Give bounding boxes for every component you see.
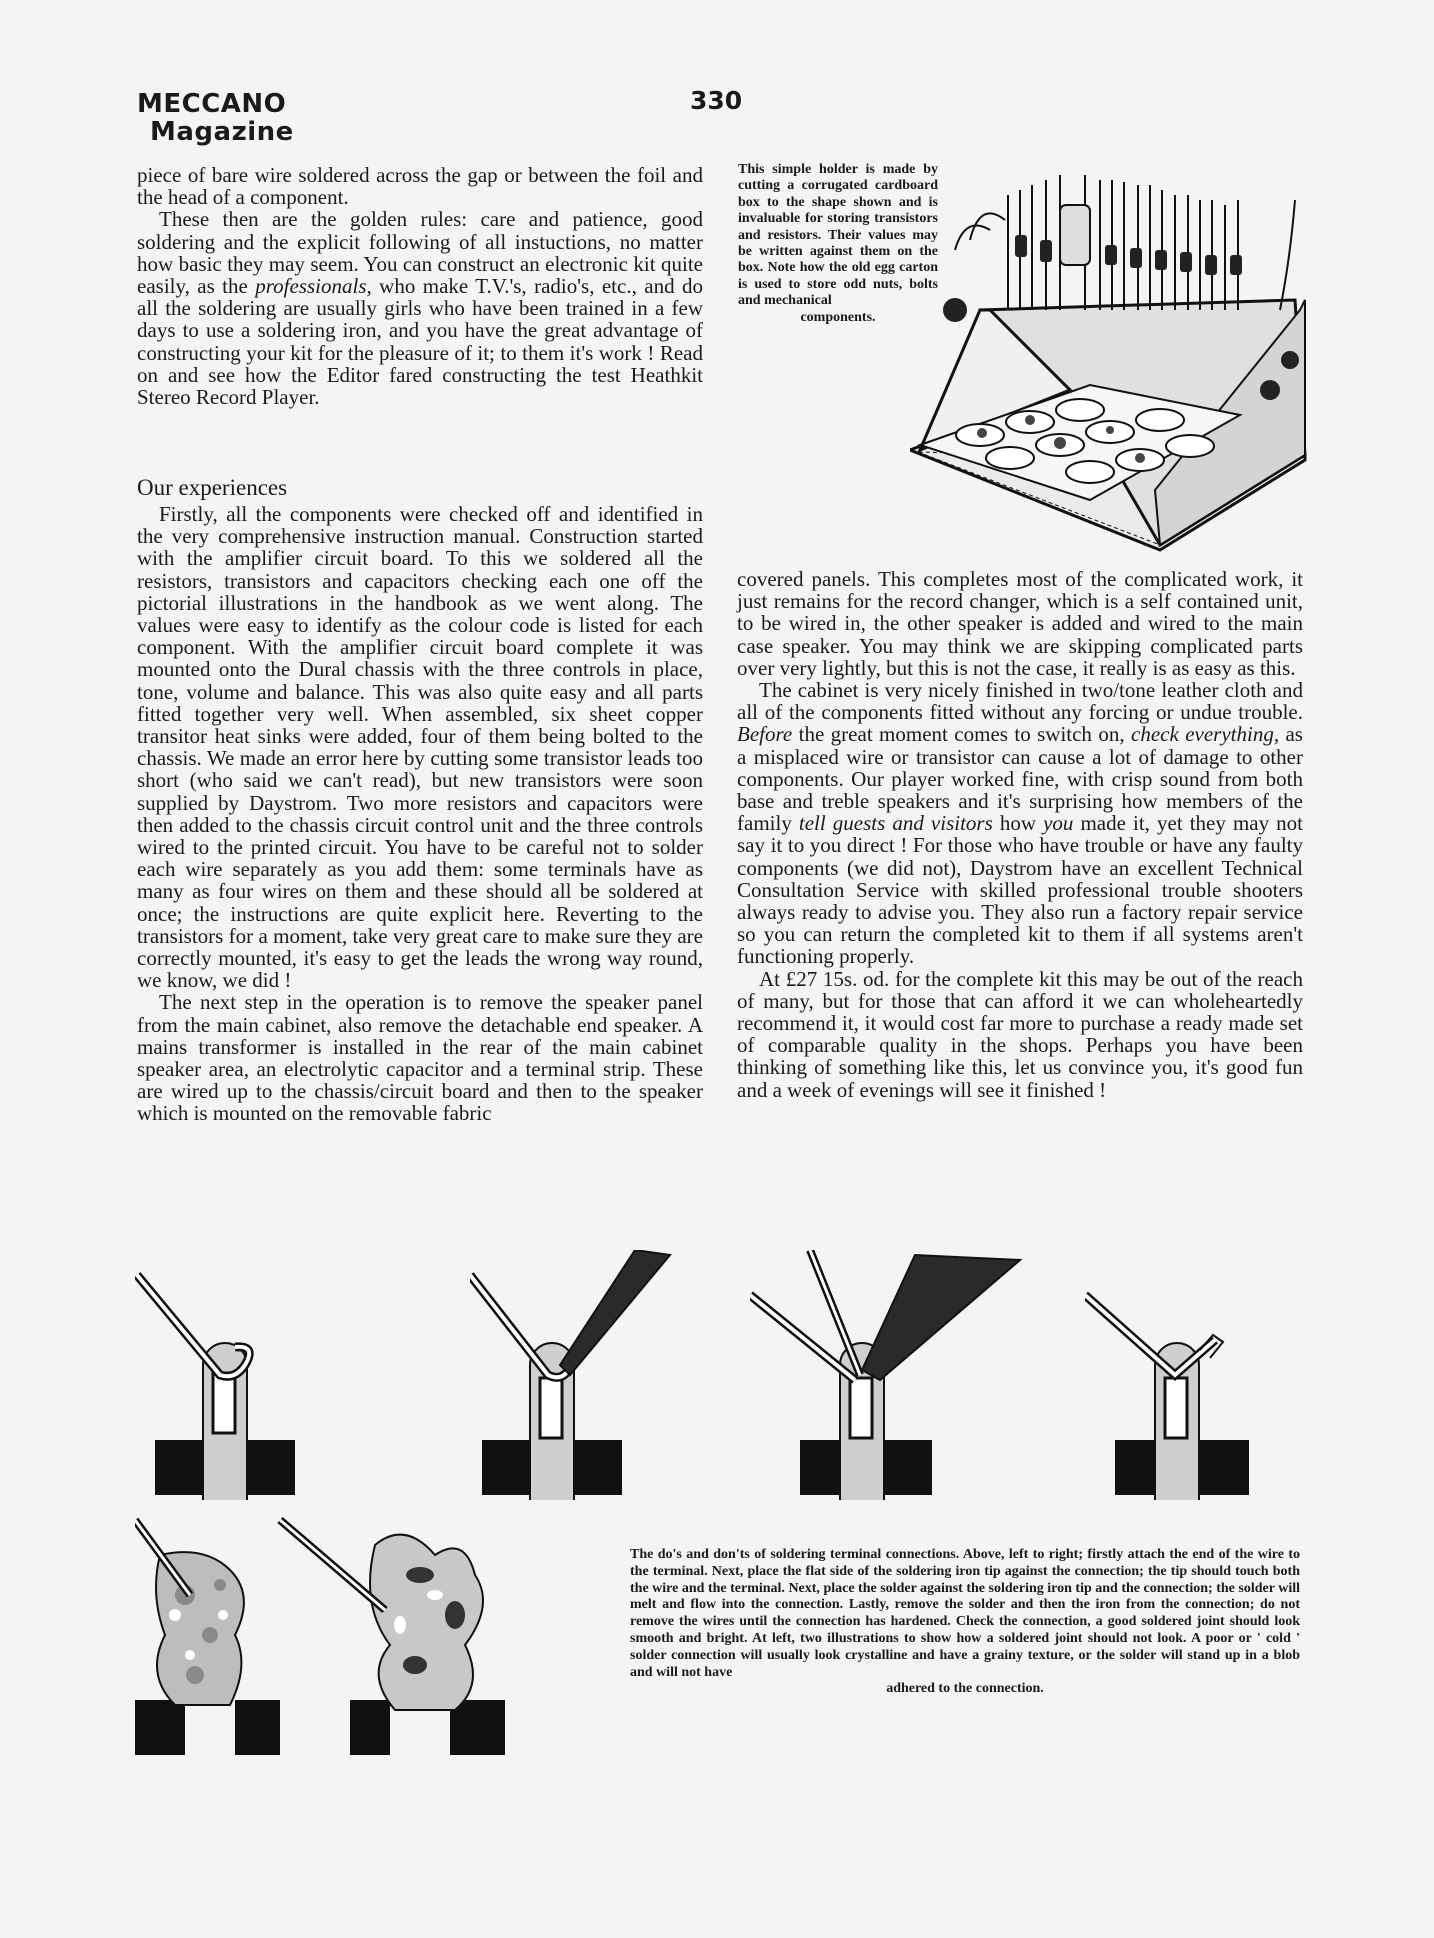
paragraph: covered panels. This completes most of the complicated work, it just remains for the record changer, which is a self contained unit, to be wired in, the other speaker is added and wired to the main case speaker. You may think we are skipping complicated parts over very lightly, but this is not the case, it really is as easy as this. bbox=[737, 567, 1303, 680]
section-heading: Our experiences bbox=[137, 475, 288, 500]
emphasis: tell guests and visitors bbox=[798, 811, 993, 836]
left-column-bottom bbox=[137, 475, 703, 1125]
soldering-step-1-illustration bbox=[135, 1265, 365, 1500]
paragraph bbox=[137, 208, 703, 408]
emphasis: professionals bbox=[255, 274, 367, 299]
bad-soldered-joints-illustration bbox=[135, 1515, 545, 1755]
caption-last-line: components. bbox=[800, 309, 876, 325]
emphasis: you bbox=[1043, 811, 1074, 836]
page-number: 330 bbox=[690, 86, 743, 115]
paragraph: piece of bare wire soldered across the gap or between the foil and the head of a component. bbox=[137, 163, 703, 210]
text-run: The cabinet is very nicely finished in two/tone leather cloth and all of the components fitted without any forcing or undue trouble. bbox=[737, 678, 1303, 725]
brand-line-2: Magazine bbox=[150, 117, 294, 147]
soldering-step-2-illustration bbox=[470, 1250, 700, 1500]
caption-body: The do's and don'ts of soldering terminal connections. Above, left to right; firstly attach the end of the wire to the terminal. Next, place the flat side of the soldering iron tip against the connection; the tip should touch both the wire and the terminal. Next, place the solder against the soldering iron tip and the connection; the solder will melt and flow into the connection. Lastly, remove the solder and then the iron from the connection; do not remove the wires until the connection has hardened. Check the connection, a good soldered joint should look smooth and bright. At left, two illustrations to show how a soldered joint should not look. A poor or ' cold ' solder connection will usually look crystalline and have a grainy texture, or the solder will stand up in a blob and will not have bbox=[630, 1547, 1300, 1680]
left-column-top bbox=[137, 164, 703, 408]
text-run: how bbox=[992, 811, 1044, 836]
soldering-caption bbox=[630, 1547, 1300, 1698]
text-run: the great moment comes to switch on, bbox=[792, 722, 1131, 747]
holder-caption bbox=[738, 162, 938, 326]
paragraph: Firstly, all the components were checked off and identified in the very comprehensive instruction manual. Construction started with the amplifier circuit board. To this we soldered all the resistors, transistors and capacitors checking each one off the pictorial illustrations in the handbook as we went along. The values were easy to identify as the colour code is listed for each component. With the amplifier circuit board complete it was mounted onto the Dural chassis with the three controls in place, tone, volume and balance. This was also quite easy and all parts fitted together very well. When assembled, six sheet copper transitor heat sinks were added, four of them being bolted to the chassis. We made an error here by cutting some transistor leads too short (who said we can't read), but new transistors were soon supplied by Daystrom. Two more resistors and capacitors were then added to the chassis circuit control unit and the three controls wired to the printed circuit. You have to be careful not to solder each wire separately as you add them: some terminals have as many as four wires on them and these should all be soldered at once; the instructions are quite explicit here. Reverting to the transistors for a moment, take very great care to make sure they are correctly mounted, it's easy to get the leads the wrong way round, we know, we did ! bbox=[137, 502, 703, 993]
emphasis: check everything bbox=[1131, 722, 1274, 747]
caption-body: This simple holder is made by cutting a corrugated cardboard box to the shape shown and is invaluable for storing transistors and resistors. Their values may be written against them on the box. Note how the old egg carton is used to store odd nuts, bolts and mechanical bbox=[738, 162, 938, 309]
text-run: , as a misplaced wire or transistor can cause a lot of damage to other components. Our player worked fine, with crisp sound from both base and treble speakers and it's surprising how members of the family bbox=[737, 722, 1303, 836]
component-holder-illustration bbox=[910, 160, 1310, 555]
text-run: , who make T.V.'s, radio's, etc., and do all the soldering are usually girls who have been trained in a few days to use a soldering iron, and you have the great advantage of constructing your kit for the pleasure of it; to them it's work ! Read on and see how the Editor fared constructing the test Heathkit Stereo Record Player. bbox=[137, 274, 703, 410]
magazine-brand bbox=[137, 90, 294, 146]
soldering-step-3-illustration bbox=[750, 1250, 1030, 1500]
paragraph: The next step in the operation is to remove the speaker panel from the main cabinet, also remove the detachable end speaker. A mains transformer is installed in the rear of the main cabinet speaker area, an electrolytic capacitor and a terminal strip. These are wired up to the chassis/circuit board and then to the speaker which is mounted on the removable fabric bbox=[137, 990, 703, 1126]
emphasis: Before bbox=[737, 722, 793, 747]
caption-last-line: adhered to the connection. bbox=[886, 1681, 1044, 1697]
soldering-step-4-illustration bbox=[1085, 1290, 1305, 1500]
paragraph bbox=[737, 679, 1303, 968]
text-run: These then are the golden rules: care and patience, good soldering and the explicit following of all instuctions, no matter how basic they may seem. You can construct an electronic kit quite easily, as the bbox=[137, 207, 703, 299]
right-column bbox=[737, 568, 1303, 1101]
text-run: made it, yet they may not say it to you direct ! For those who have trouble or have any faulty components (we did not), Daystrom have an excellent Technical Consultation Service with skilled professional trouble shooters always ready to advise you. They also run a factory repair service so you can return the completed kit to them if all systems aren't functioning properly. bbox=[737, 811, 1303, 969]
brand-line-1: MECCANO bbox=[137, 89, 287, 119]
paragraph: At £27 15s. od. for the complete kit this may be out of the reach of many, but for those that can afford it we can wholeheartedly recommend it, it would cost far more to purchase a ready made set of comparable quality in the shops. Perhaps you have been thinking of something like this, let us convince you, it's good fun and a week of evenings will see it finished ! bbox=[737, 966, 1303, 1102]
